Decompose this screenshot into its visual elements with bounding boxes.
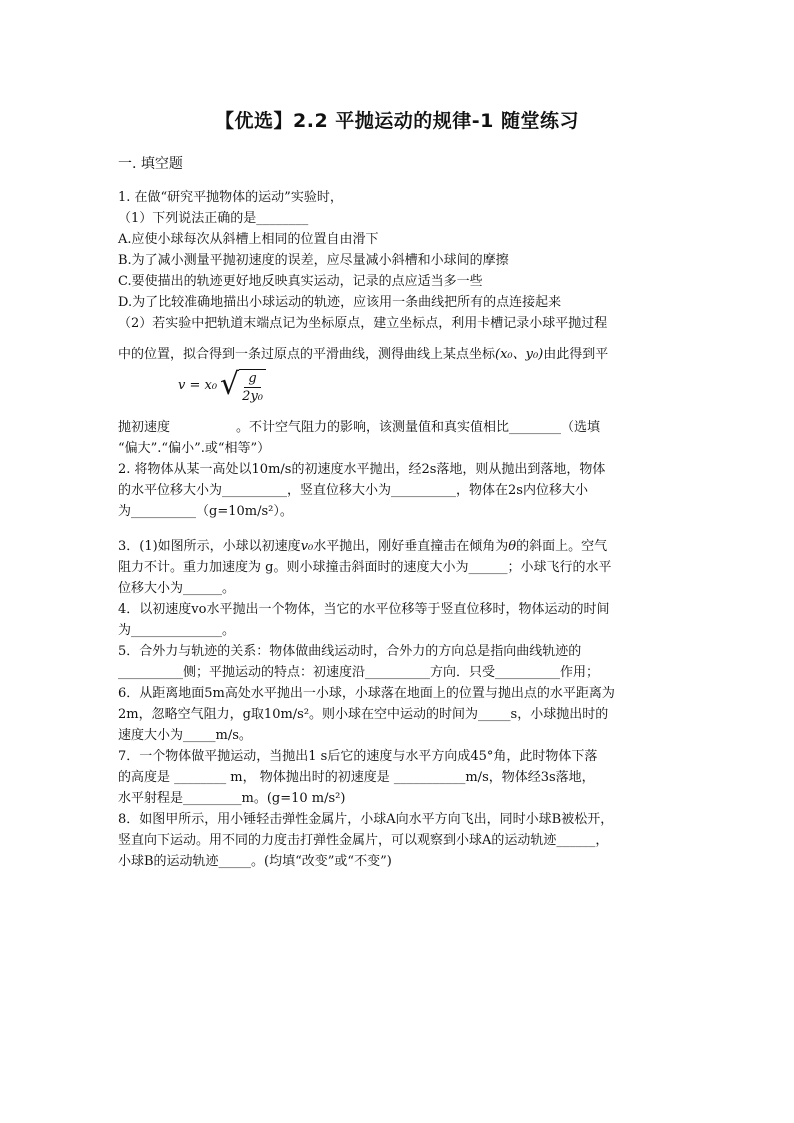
q2-line-2: 的水平位移大小为__________，竖直位移大小为__________，物体在2s内位移大小 (118, 483, 588, 498)
q6-line-3: 速度大小为_____m/s。 (118, 728, 252, 743)
question-2 (118, 459, 676, 522)
q1-line-8-text-b: 由此得到平 (543, 347, 609, 362)
sqrt-sign-icon: √ (220, 367, 240, 402)
q1-line-1: 1. 在做“研究平抛物体的运动”实验时， (118, 190, 343, 205)
q3-line-2: 阻力不计。重力加速度为 g。则小球撞击斜面时的速度大小为______；小球飞行的水平 (118, 560, 612, 575)
q1-line-2: （1）下列说法正确的是________ (118, 211, 309, 226)
question-3 (118, 536, 676, 599)
q8-line-2: 竖直向下运动。用不同的力度击打弹性金属片，可以观察到小球A的运动轨迹______， (118, 833, 609, 848)
q1-option-c: C.要使描出的轨迹更好地反映真实运动，记录的点应适当多一些 (118, 274, 483, 289)
q1-option-b: B.为了减小测量平抛初速度的误差，应尽量减小斜槽和小球间的摩擦 (118, 253, 509, 268)
q6-line-2: 2m，忽略空气阻力，g取10m/s²。则小球在空中运动的时间为_____s，小球抛出时的 (118, 707, 609, 722)
q1-line-10: “偏大”.“偏小”.或“相等”） (118, 441, 271, 456)
q5-line-1: 5．合外力与轨迹的关系：物体做曲线运动时，合外力的方向总是指向曲线轨迹的 (118, 644, 582, 659)
q6-line-1: 6．从距离地面5m高处水平抛出一小球，小球落在地面上的位置与抛出点的水平距离为 (118, 686, 615, 701)
q1-line-9-text-b: 。不计空气阻力的影响，该测量值和真实值相比________（选填 (236, 420, 601, 435)
q1-line-7: （2）若实验中把轨道末端点记为坐标原点，建立坐标点，利用卡槽记录小球平抛过程 (118, 316, 608, 331)
section-heading: 一. 填空题 (118, 156, 183, 172)
q3-line-3: 位移大小为______。 (118, 581, 236, 596)
q7-line-2: 的高度是 ________ m， 物体抛出时的初速度是 ___________m/s，物体经3s落地， (118, 770, 595, 785)
q8-line-1: 8．如图甲所示，用小锤轻击弹性金属片，小球A向水平方向飞出，同时小球B被松开， (118, 812, 614, 827)
q2-line-3: 为__________（g=10m/s²）。 (118, 504, 293, 519)
question-4 (118, 599, 676, 641)
question-7 (118, 746, 676, 809)
q4-line-1: 4．以初速度vo水平抛出一个物体，当它的水平位移等于竖直位移时，物体运动的时间 (118, 602, 610, 617)
q8-line-3: 小球B的运动轨迹_____。(均填“改变”或“不变”) (118, 854, 392, 869)
q4-line-2: 为______________。 (118, 623, 236, 638)
theta-math: θ (508, 539, 517, 554)
formula-lhs: v = x₀ (178, 377, 218, 393)
question-6 (118, 683, 676, 746)
q7-line-3: 水平射程是_________m。(g=10 m/s²) (118, 791, 346, 806)
q1-line-8 (118, 344, 676, 365)
sqrt-expression (220, 365, 266, 405)
q3-line-1-text-a: 3．(1)如图所示，小球以初速度 (118, 539, 301, 554)
q1-line-9-text-a: 抛初速度 (118, 420, 171, 435)
q1-line-8-text-a: 中的位置，拟合得到一条过原点的平滑曲线，测得曲线上某点坐标 (118, 347, 496, 362)
fraction-denominator: 2y₀ (242, 389, 263, 404)
q2-line-1: 2. 将物体从某一高处以10m/s的初速度水平抛出，经2s落地，则从抛出到落地，物体 (118, 462, 606, 477)
q1-option-d: D.为了比较准确地描出小球运动的轨迹，应该用一条曲线把所有的点连接起来 (118, 295, 562, 310)
velocity-formula-row (118, 365, 676, 423)
fraction-numerator: g (244, 370, 260, 388)
initial-velocity-math: v₀ (300, 539, 314, 554)
q1-option-a: A.应使小球每次从斜槽上相同的位置自由滑下 (118, 232, 379, 247)
coordinate-math: (x₀、y₀) (495, 347, 544, 362)
page-title: 【优选】2.2 平抛运动的规律-1 随堂练习 (215, 110, 579, 132)
q7-line-1: 7．一个物体做平抛运动，当抛出1 s后它的速度与水平方向成45°角，此时物体下落 (118, 749, 598, 764)
fraction (239, 369, 266, 405)
q5-line-2: __________侧；平抛运动的特点：初速度沿__________方向．只受__________作用； (118, 665, 600, 680)
q3-line-1-text-b: 水平抛出，刚好垂直撞击在倾角为 (313, 539, 509, 554)
question-1 (118, 187, 676, 459)
velocity-formula (178, 365, 266, 405)
q3-line-1-text-c: 的斜面上。空气 (516, 539, 608, 554)
question-8 (118, 809, 676, 872)
q3-line-1 (118, 536, 676, 557)
question-5 (118, 641, 676, 683)
